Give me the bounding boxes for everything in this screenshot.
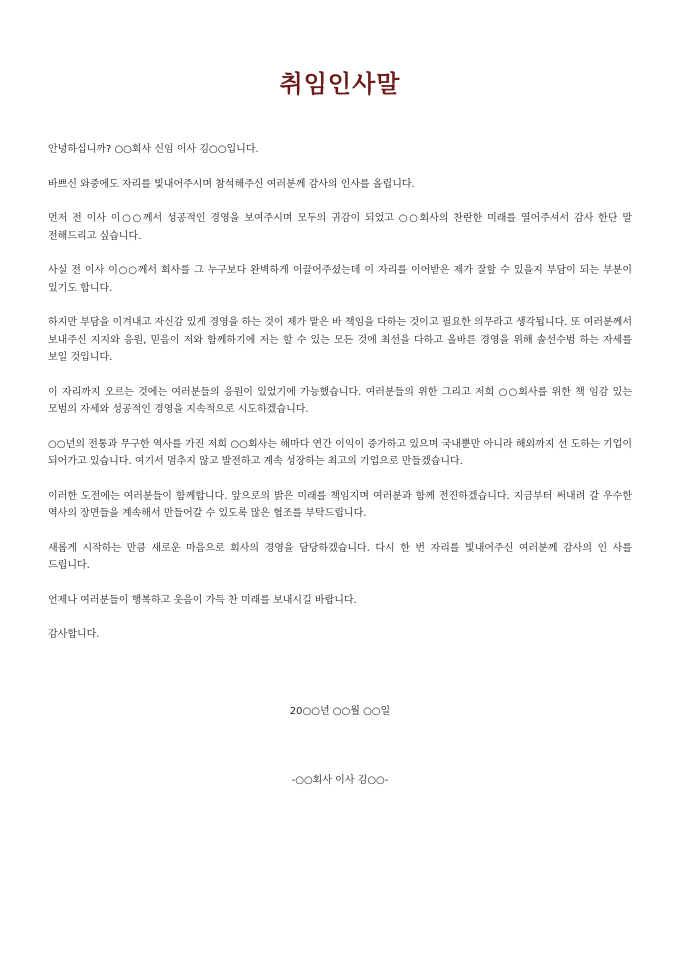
document-title: 취임인사말 (279, 70, 401, 98)
paragraph-company-history: ○○년의 전통과 무구한 역사를 가진 저희 ○○회사는 해마다 연간 이익이 증가하고 있으며 국내뿐만 아니라 해외까지 선 도하는 기업이 되어가고 있습니다. 여기서 멈추지 않고 발전하고 계속 성장하는 최고의 기업으로 만들겠습니다. (48, 438, 632, 467)
speech-body (48, 141, 632, 661)
paragraph-new-start: 새롭게 시작하는 만큼 새로운 마음으로 회사의 경영을 담당하겠습니다. 다시 한 번 자리를 빛내어주신 여러분께 감사의 인 사를 드립니다. (48, 542, 632, 571)
paragraph-burden: 사실 전 이사 이○○께서 회사를 그 누구보다 완벽하게 이끌어주셨는데 이 자리를 이어받은 제가 잘할 수 있을지 부담이 되는 부분이 있기도 합니다. (48, 265, 632, 294)
paragraph-wishes: 언제나 여러분들이 행복하고 웃음이 가득 찬 미래를 보내시길 바랍니다. (48, 594, 357, 606)
paragraph-closing: 감사합니다. (48, 629, 100, 640)
document-signature: -○○회사 이사 김○○- (291, 775, 389, 786)
paragraph-thanks-attendance: 바쁘신 와중에도 자리를 빛내어주시며 참석해주신 여러분께 감사의 인사를 올립니다. (48, 178, 415, 190)
paragraph-responsibility: 하지만 부담을 이겨내고 자신감 있게 경영을 하는 것이 제가 맡은 바 책임을 다하는 것이고 필요한 의무라고 생각됩니다. 또 여러분께서 보내주신 지지와 응원, 믿음이 저와 함께하기에 저는 할 수 있는 모든 것에 최선을 다하고 올바른 경영을 위해 솔선수범 하는 자세를 보일 것입니다. (48, 317, 632, 363)
paragraph-challenge: 이러한 도전에는 여러분들이 함께합니다. 앞으로의 밝은 미래를 책임지며 여러분과 함께 전진하겠습니다. 지금부터 써내려 갈 우수한 역사의 장면들을 계속해서 만들어갈 수 있도록 많은 협조를 부탁드립니다. (48, 490, 632, 519)
paragraph-thanks-predecessor: 먼저 전 이사 이○○께서 성공적인 경영을 보여주시며 모두의 귀감이 되었고 ○○회사의 찬란한 미래를 열어주셔서 감사 한단 말 전해드리고 싶습니다. (48, 213, 632, 242)
document-date: 20○○년 ○○월 ○○일 (289, 706, 391, 717)
paragraph-support: 이 자리까지 오르는 것에는 여러분들의 응원이 있었기에 가능했습니다. 여러분들의 위한 그리고 저희 ○○회사를 위한 책 임감 있는 모범의 자세와 성공적인 경영을 지속적으로 시도하겠습니다. (48, 386, 632, 415)
paragraph-greeting: 안녕하십니까? ○○회사 신임 이사 김○○입니다. (48, 144, 259, 155)
